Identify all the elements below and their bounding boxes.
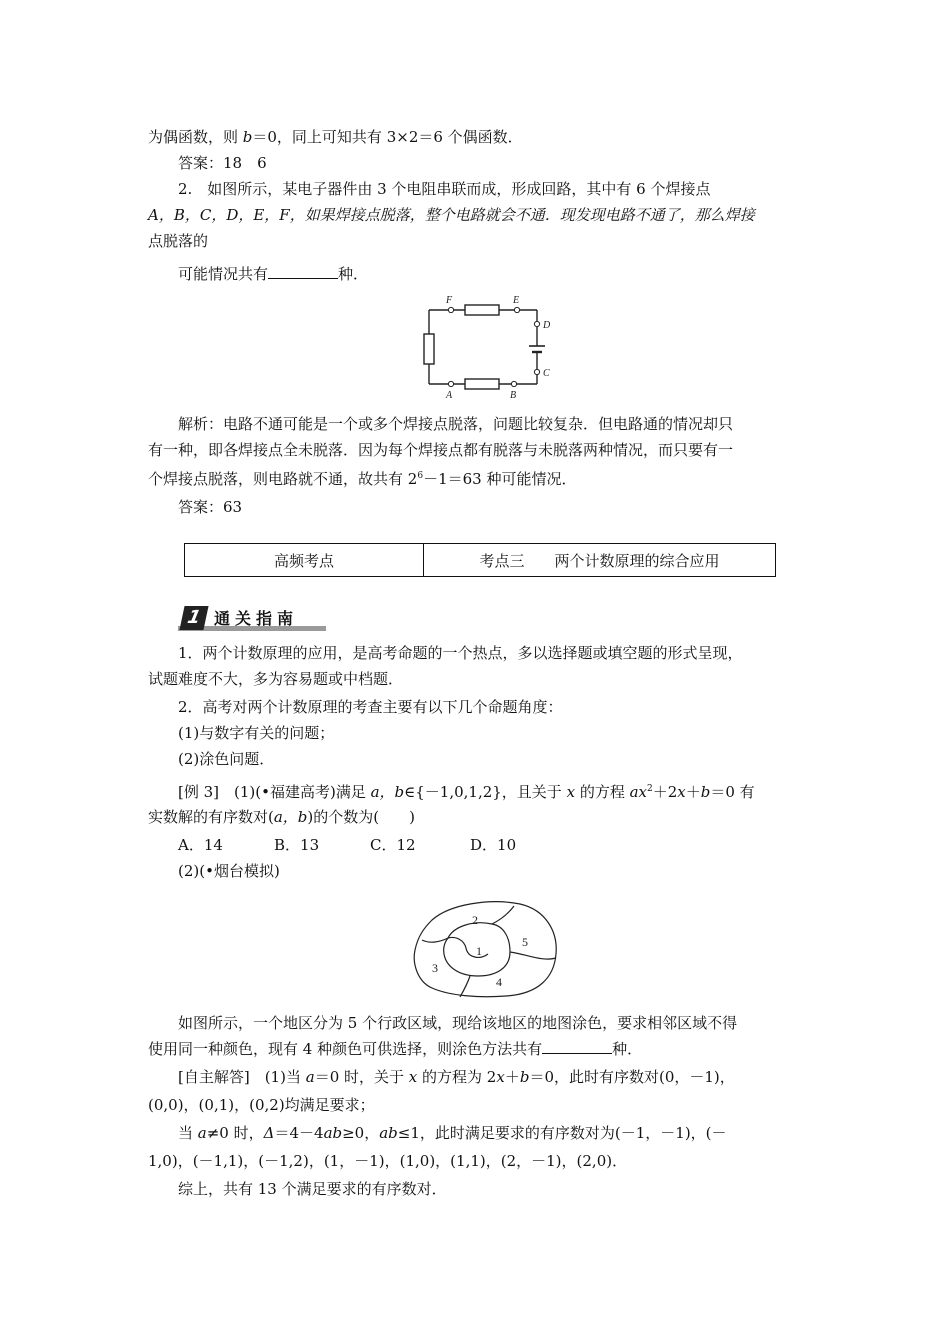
solution-2-line2: 有一种，即各焊接点全未脱落．因为每个焊接点都有脱落与未脱落两种情况，而只要有一: [148, 441, 734, 459]
guide-1-line1: 1．两个计数原理的应用，是高考命题的一个热点，多以选择题或填空题的形式呈现，: [178, 644, 743, 662]
question-2-line4: 可能情况共有 种．: [178, 265, 369, 283]
guide-number-icon: 1: [179, 606, 208, 630]
answer-blank: [268, 264, 338, 279]
resistor-bottom: [465, 379, 499, 389]
option-a: A．14: [178, 836, 223, 854]
map-inner-curl: [448, 937, 488, 957]
example-3-line1: [例 3] (1)(•福建高考)满足 a，b∈{－1,0,1,2}，且关于 x 的方程 $ax^2+2x+b=0$ 有: [178, 783, 755, 801]
question-2-line3: 点脱落的: [148, 232, 209, 250]
map-divider-4-5: [510, 952, 556, 959]
label-f: F: [446, 295, 453, 306]
joint-b: [511, 381, 516, 386]
resistor-left: [424, 334, 434, 364]
region-2-label: 2: [472, 913, 478, 927]
option-d: D．10: [470, 836, 517, 854]
guide-2-line2: (1)与数字有关的问题；: [178, 724, 335, 742]
map-divider-2-5: [492, 906, 514, 924]
solution-3-line4: 1,0)，(－1,1)，(－1,2)，(1，－1)，(1,0)，(1,1)，(2，－1)，(2,0)．: [148, 1152, 628, 1170]
map-divider-3-4: [460, 976, 470, 997]
solution-2-line3: 个焊接点脱落，则电路就不通，故共有 $2^6-1=63$ 种可能情况．: [148, 470, 577, 488]
question-2-line1: 2. 如图所示，某电子器件由 3 个电阻串联而成，形成回路，其中有 6 个焊接点: [178, 180, 711, 198]
joint-c: [534, 369, 539, 374]
guide-2-line3: (2)涂色问题．: [178, 750, 275, 768]
solution-3-line3: 当 a≠0 时，Δ＝4－4ab≥0，ab≤1，此时满足要求的有序数对为(－1，－1)，(－: [178, 1124, 727, 1142]
question-3-line1: 如图所示，一个地区分为 5 个行政区域，现给该地区的地图涂色，要求相邻区域不得: [178, 1014, 738, 1032]
guide-header: [178, 606, 328, 632]
joint-f: [448, 307, 453, 312]
solution-3-line2: (0,0)，(0,1)，(0,2)均满足要求；: [148, 1096, 375, 1114]
option-c: C．12: [370, 836, 416, 854]
example-3-part2: (2)(•烟台模拟): [178, 862, 280, 880]
topic-left-cell: 高频考点: [185, 544, 424, 577]
solution-3-line1: [自主解答] (1)当 a＝0 时，关于 x 的方程为 2x＋b＝0，此时有序数对(0，－1)，: [178, 1068, 735, 1086]
joint-d: [534, 321, 539, 326]
resistor-top: [465, 305, 499, 315]
solution-3-line5: 综上，共有 13 个满足要求的有序数对．: [178, 1180, 447, 1198]
option-b: B．13: [274, 836, 320, 854]
answer-2: 答案：63: [178, 498, 243, 516]
region-1-label: 1: [476, 944, 482, 958]
circuit-diagram: [415, 290, 575, 402]
region-map: [410, 898, 560, 998]
region-4-label: 4: [496, 975, 502, 989]
guide-title: 通关指南: [214, 609, 299, 628]
question-3-line2: 使用同一种颜色，现有 4 种颜色可供选择，则涂色方法共有 种．: [148, 1040, 643, 1058]
region-5-label: 5: [522, 935, 528, 949]
label-d: D: [543, 320, 551, 331]
answer-blank: [542, 1039, 612, 1054]
region-3-label: 3: [432, 961, 438, 975]
label-b: B: [510, 390, 517, 401]
topic-header-table: [184, 543, 776, 577]
joint-e: [514, 307, 519, 312]
label-a: A: [446, 390, 453, 401]
map-divider-2-3: [422, 938, 448, 942]
joint-a: [448, 381, 453, 386]
label-c: C: [543, 368, 550, 379]
topic-right-cell: 考点三 两个计数原理的综合应用: [424, 544, 776, 577]
text-line: 为偶函数，则 b＝0，同上可知共有 3×2＝6 个偶函数．: [148, 128, 523, 146]
label-e: E: [513, 295, 520, 306]
solution-2-line1: 解析：电路不通可能是一个或多个焊接点脱落，问题比较复杂．但电路通的情况却只: [178, 415, 734, 433]
example-3-line2: 实数解的有序数对(a，b)的个数为( ): [148, 808, 415, 826]
question-2-line2: A，B，C，D，E，F，如果焊接点脱落，整个电路就会不通．现发现电路不通了，那么焊接: [148, 206, 755, 224]
guide-2-line1: 2．高考对两个计数原理的考查主要有以下几个命题角度：: [178, 698, 563, 716]
answer-1: 答案：18 6: [178, 154, 267, 172]
guide-1-line2: 试题难度不大，多为容易题或中档题．: [148, 670, 404, 688]
map-outline: [414, 902, 556, 997]
